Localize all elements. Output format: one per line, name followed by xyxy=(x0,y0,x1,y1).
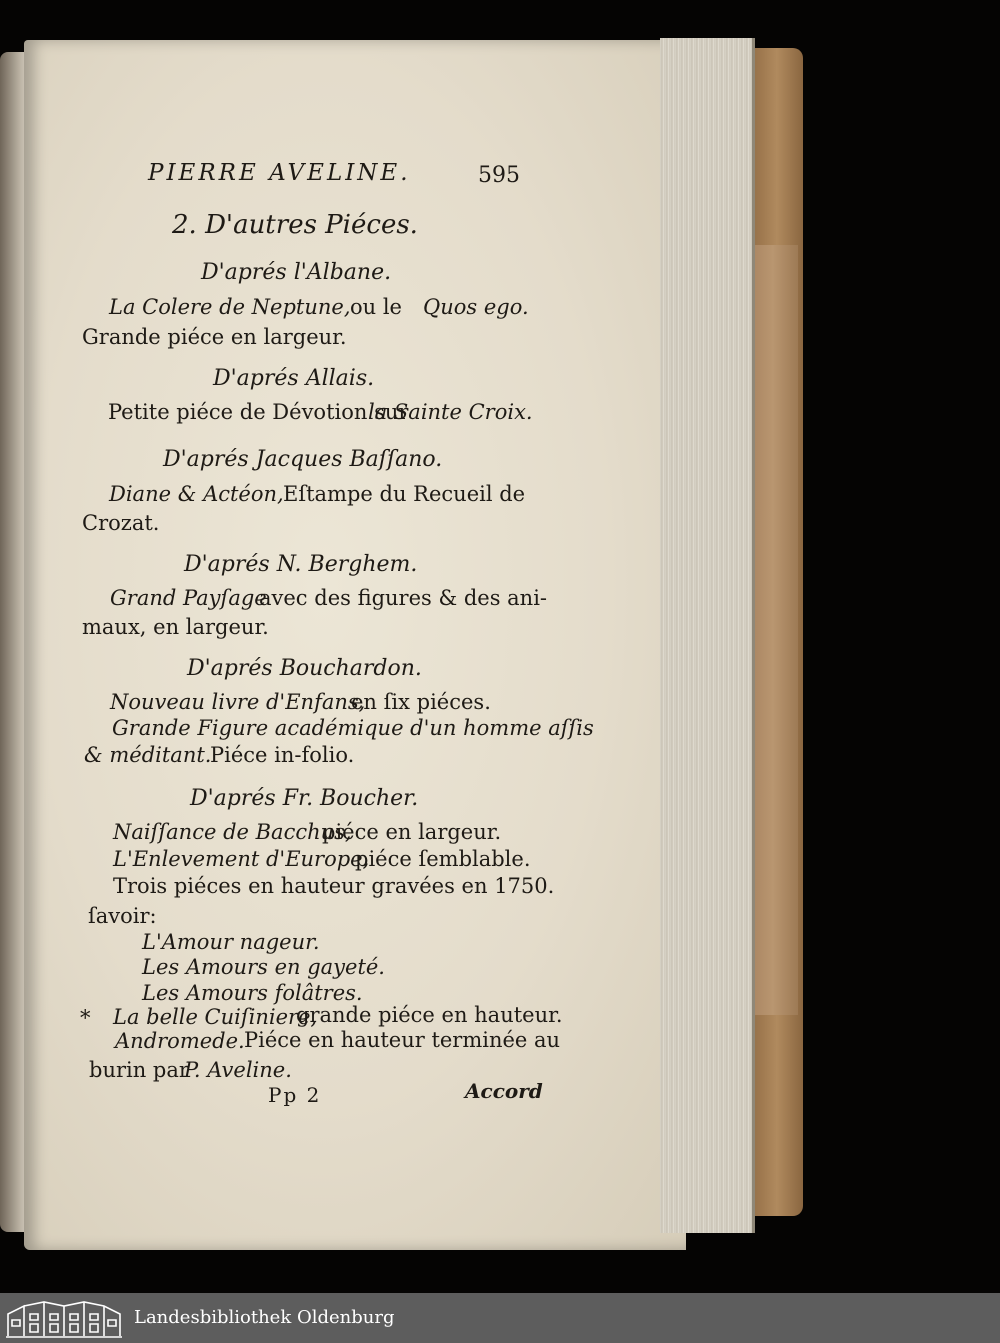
signature-mark: Pp 2 xyxy=(268,1083,322,1107)
entry-boucher-line6: Les Amours en gayeté. xyxy=(142,955,385,979)
section-title: 2. D'autres Piéces. xyxy=(172,210,418,240)
entry-boucher-line7: Les Amours folâtres. xyxy=(142,981,363,1005)
heading-boucher: D'aprés Fr. Boucher. xyxy=(190,786,419,811)
entry-albane-line1-title: La Colere de Neptune, xyxy=(109,295,351,319)
entry-albane-line2: Grande piéce en largeur. xyxy=(82,325,347,349)
entry-bassano-line2: Crozat. xyxy=(82,511,160,535)
entry-berghem-line1-title: Grand Payſage xyxy=(110,586,267,610)
asterisk-mark: * xyxy=(80,1006,91,1030)
heading-berghem: D'aprés N. Berghem. xyxy=(184,552,418,577)
entry-boucher-line5: L'Amour nageur. xyxy=(142,930,320,954)
entry-bouchardon-line1-text: en ſix piéces. xyxy=(351,690,491,714)
entry-berghem-line2: maux, en largeur. xyxy=(82,615,269,639)
heading-bassano: D'aprés Jacques Baſſano. xyxy=(163,447,443,472)
catchword: Accord xyxy=(465,1079,543,1103)
entry-boucher-line3: Trois piéces en hauteur gravées en 1750. xyxy=(113,874,555,898)
entry-bouchardon-line2: Grande Figure académique d'un homme aſſis xyxy=(112,716,594,740)
entry-albane-line1-text: ou le xyxy=(350,295,402,319)
library-name: Landesbibliothek Oldenburg xyxy=(134,1307,395,1328)
book-spine-band xyxy=(748,245,798,1015)
entry-boucher-line9-text: Piéce en hauteur terminée au xyxy=(244,1028,561,1052)
page-edges xyxy=(660,38,755,1233)
entry-berghem-line1-text: avec des figures & des ani- xyxy=(259,586,548,610)
entry-bouchardon-line3-title: & méditant. xyxy=(84,743,212,767)
entry-boucher-line8-title: La belle Cuiſiniere, xyxy=(113,1005,318,1029)
heading-allais: D'aprés Allais. xyxy=(213,366,375,391)
entry-albane-line1-title2: Quos ego. xyxy=(423,295,529,319)
entry-boucher-line1-title: Naiſſance de Bacchus, xyxy=(113,820,352,844)
entry-allais-line1-title: la Sainte Croix. xyxy=(368,400,533,424)
entry-boucher-line8-text: grande piéce en hauteur. xyxy=(296,1003,563,1027)
entry-bouchardon-line3-text: Piéce in-folio. xyxy=(210,743,355,767)
library-logo-icon xyxy=(4,1296,124,1340)
heading-albane: D'aprés l'Albane. xyxy=(201,260,392,285)
entry-bassano-line1-text: Eſtampe du Recueil de xyxy=(283,482,526,506)
entry-boucher-line4: ſavoir: xyxy=(88,904,157,928)
entry-boucher-line2-text: piéce ſemblable. xyxy=(355,847,531,871)
page-number: 595 xyxy=(478,163,520,188)
entry-boucher-line2-title: L'Enlevement d'Europe, xyxy=(113,847,370,871)
entry-boucher-line10-text: burin par xyxy=(89,1058,189,1082)
entry-bouchardon-line1-title: Nouveau livre d'Enfans, xyxy=(110,690,366,714)
entry-allais-line1-text: Petite piéce de Dévotion sur xyxy=(108,400,409,424)
entry-bassano-line1-title: Diane & Actéon, xyxy=(109,482,284,506)
heading-bouchardon: D'aprés Bouchardon. xyxy=(187,656,422,681)
entry-boucher-line10-name: P. Aveline. xyxy=(184,1058,292,1082)
entry-boucher-line9-title: Andromede. xyxy=(115,1029,245,1053)
entry-boucher-line1-text: piéce en largeur. xyxy=(322,820,502,844)
running-head: PIERRE AVELINE. xyxy=(148,160,411,186)
